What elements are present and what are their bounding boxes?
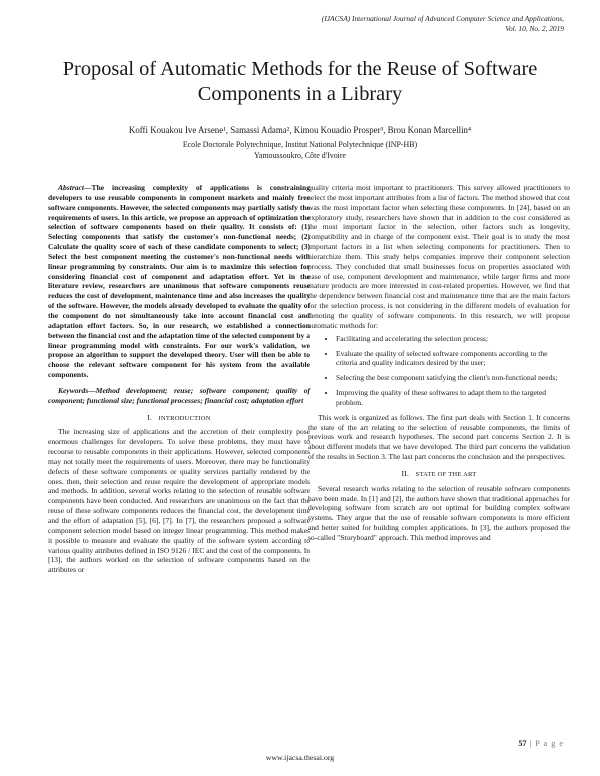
section-number: II. [401,468,410,478]
state-of-art-paragraph: Several research works relating to the selection of reusable software components have been made. In [1] and [2], the authors have shown that traditional approaches for developing software from scratch are not optimal for building complex software systems. They argue that the use of reusable software components is more efficient and better suited for building complex applications. In [3], the authors proposed the so-called "Storyboard" approach. This method improves and [308,483,570,542]
author-list: Koffi Kouakou Ive Arsene¹, Samassi Adama², Kimou Kouadio Prosper³, Brou Konan Marcellin⁴ [128,125,472,135]
section-heading-state-of-art [308,469,570,480]
method-list [308,334,570,408]
left-column [48,183,310,578]
page-number [518,739,564,748]
abstract [48,183,310,380]
section-title: STATE OF THE ART [415,470,477,478]
section-heading-introduction [48,413,310,424]
abstract-text: The increasing complexity of applications is constraining developers to use reusable components in component markets and mainly free software components. However, the selected components may partially satisfy the requirements of users. In this article, we propose an approach of optimization the selection of software components based on their quality. It consists of: (1) Selecting components that satisfy the customer's non-functional needs; (2) Calculate the quality score of each of these candidate components to select; (3) Select the best component meeting the customer's non-functional needs with linear programming by constraints. Our aim is to maximize this selection for considering financial cost of component and adaptation effort. Yet in the literature review, researchers are unanimous that software components reuse reduces the cost of development, maintenance time and also increases the quality of the software. However, the models already developed to evaluate the quality of the component do not simultaneously take into account financial cost and adaptation effort factors. So, in our research, we established a connection between the financial cost and the adaptation time of the selected component by a linear programming model with constraints. For our work's validation, we propose an algorithm to support the developed theory. User will then be able to choose the relevant software component for his system from the available components. [48,183,310,380]
right-column [308,183,570,546]
list-item: • Selecting the best component satisfying the client's non-functional needs; [336,373,570,383]
affiliation-institution: Ecole Doctorale Polytechnique, Institut National Polytechnique (INP-HB) [182,140,418,149]
list-item: • Improving the quality of these softwares to adapt them to the targeted problem. [336,388,570,408]
keywords: Keywords—Method development; reuse; software component; quality of component; functional size; functional processes; financial cost; adaptation effort [48,385,310,405]
list-item: • Facilitating and accelerating the selection process; [336,334,570,344]
page-label: | P a g e [526,739,564,748]
list-item: • Evaluate the quality of selected software components according to the criteria and quality indicators desired by the user; [336,349,570,369]
affiliation-location: Yamoussoukro, Côte d'Ivoire [253,151,347,160]
journal-url: www.ijacsa.thesai.org [265,753,335,762]
affiliation [40,139,560,161]
section-number: I. [147,412,153,422]
body-paragraph: quality criteria most important to practitioners. This survey allowed practitioners to select the most important attributes from a list of factors. The method showed that cost was the most important factor when selecting these components. In [24], based on an exploratory study, researchers have shown that in addition to the cost considered as the most important factor in the selection, other factors such as longevity, compatibility and in charge of the component exist. Their goal is to study the most important factors in a list when selecting components for practitioners. Then to hierarchize them. This study helps companies improve their component selection process. They concluded that small businesses focus on properties associated with ease of use, component development and maintenance, while larger firms and more mature products are more interested in cost-related properties. However, we find that the dependence between financial cost and maintenance time that are the main factors for the selection process, is not considering in the different models of evaluation for denoting the quality of software components. In this research, we will propose automatic methods for: [308,183,570,330]
organization-paragraph: This work is organized as follows. The first part deals with Section 1. It concerns the state of the art relating to the selection of reusable components, the limits of previous work and research hypotheses. The second part concerns Section 2. It is about different models that we have developed. The third part concerns the validation of the results in Section 3. The last part concerns the conclusion and the perspectives. [308,412,570,462]
abstract-label: Abstract— [58,183,92,192]
journal-header [204,14,564,33]
journal-name: (IJACSA) International Journal of Advanced Computer Science and Applications, [321,14,564,23]
journal-volume: Vol. 10, No. 2, 2019 [505,23,564,33]
paper-title: Proposal of Automatic Methods for the Reuse of Software Components in a Library [62,58,538,105]
page-number-value: 57 [518,739,527,748]
intro-paragraph: The increasing size of applications and the accretion of their complexity pose enormous challenges for developers. To solve these problems, they must have to recourse to reusable components in their applications. However, selected components may not totally meet the requirements of users. Moreover, there may be functionality defects of these software components or quality services partially rendered by the ones. then, their selection and reuse require the development of appropriate models and methods. In addition, several works relating to the selection of reusable software components have been conducted. And researchers are unanimous on the fact that the reuse of these software components reduces the financial cost, the development time and the effort of adaptation [5], [6], [7]. In [7], the researchers proposed a software component selection model based on integer linear programming. This method makes it possible to measure and evaluate the quality of the software system according to various quality attributes defined in ISO 9126 / IEC and the cost of the components. In [13], the authors worked on the selection of software components based on the attributes or [48,427,310,575]
section-title: INTRODUCTION [158,414,211,422]
